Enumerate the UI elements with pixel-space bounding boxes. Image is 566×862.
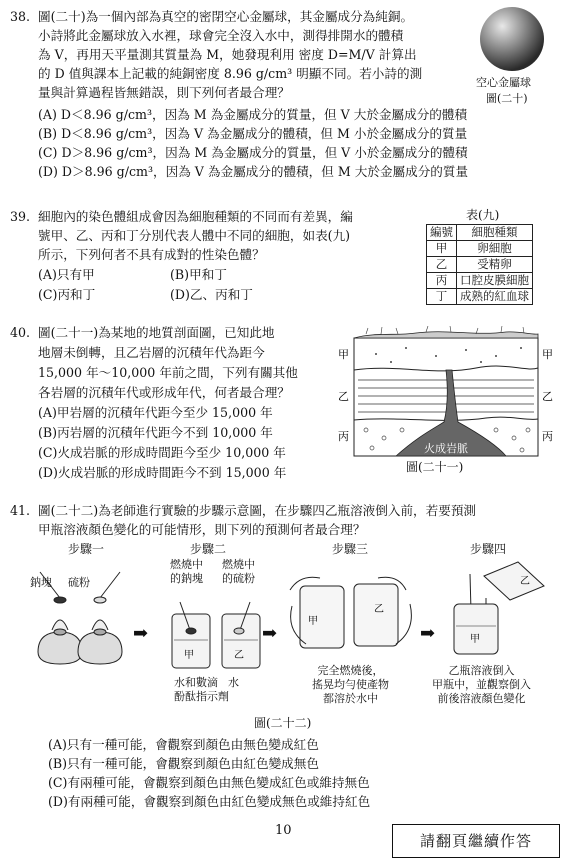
table-row: [427, 241, 533, 257]
table-cell: 卵細胞: [457, 241, 533, 257]
option-c[interactable]: (C)火成岩脈的形成時間距今至少 10,000 年: [38, 445, 286, 460]
step3-shaking-figure: [286, 560, 416, 660]
table-cell: 成熟的紅血球: [457, 289, 533, 305]
option-b[interactable]: (B)丙岩層的沉積年代距今不到 10,000 年: [38, 425, 273, 440]
question-text-line: 地層未倒轉，且乙岩層的沉積年代為距今: [38, 345, 265, 360]
option-d[interactable]: (D) D＞8.96 g/cm³，因為 V 為金屬成分的體積，但 M 大於金屬成分的質量: [38, 164, 469, 179]
step4-pouring-figure: [444, 556, 554, 660]
table-header-cell: 細胞種類: [457, 225, 533, 241]
jar-label: 乙: [520, 576, 530, 587]
arrow-right-icon: ➡: [420, 623, 436, 644]
jar-label: 甲: [470, 634, 480, 645]
water-label: 水: [228, 676, 239, 689]
question-number: 41.: [10, 503, 31, 518]
step3-caption: 完全燃燒後， 搖晃均勻使產物 都溶於水中: [312, 664, 389, 705]
jar-label: 乙: [234, 650, 244, 661]
question-text-line: 各岩層的沉積年代或形成年代，何者最合理？: [38, 385, 290, 400]
cell-type-table: [426, 224, 533, 305]
table-cell: 乙: [427, 257, 457, 273]
question-text-line: 圖(二十)為一個內部為真空的密閉空心金屬球，其金屬成分為純銅。: [38, 9, 414, 24]
table-caption: 表(九): [466, 208, 500, 222]
table-cell: 丙: [427, 273, 457, 289]
continue-notice: 請翻頁繼續作答: [392, 824, 560, 858]
figure-caption: 圖(二十二): [254, 716, 312, 730]
option-c[interactable]: (C) D＞8.96 g/cm³，因為 M 為金屬成分的質量，但 V 小於金屬成分的體積: [38, 145, 468, 160]
table-cell: 丁: [427, 289, 457, 305]
table-row: [427, 289, 533, 305]
jar-label: 甲: [308, 616, 318, 627]
option-a[interactable]: (A)只有甲: [38, 267, 95, 282]
question-text-line: 細胞內的染色體組成會因為細胞種類的不同而有差異，編: [38, 209, 353, 224]
question-text-line: 小詩將此金屬球放入水裡，球會完全沒入水中，測得排開水的體積: [38, 28, 404, 43]
table-cell: 受精卵: [457, 257, 533, 273]
arrow-right-icon: ➡: [133, 623, 149, 644]
question-text-line: 的 D 值與課本上記載的純銅密度 8.96 g/cm³ 明顯不同。若小詩的測: [38, 66, 423, 81]
step-label: 步驟二: [190, 542, 227, 556]
step-label: 步驟四: [470, 542, 507, 556]
option-c[interactable]: (C)有兩種可能，會觀察到顏色由無色變成紅色或維持無色: [48, 775, 370, 790]
question-text-line: 甲瓶溶液顏色變化的可能情形，則下列的預測何者最合理？: [38, 522, 366, 537]
option-a[interactable]: (A) D＜8.96 g/cm³，因為 M 為金屬成分的質量，但 V 大於金屬成分的體積: [38, 107, 468, 122]
page-number: 10: [275, 823, 292, 838]
water-phenolphthalein-label: 水和數滴 酚酞指示劑: [174, 676, 229, 703]
option-b[interactable]: (B) D＜8.96 g/cm³，因為 V 為金屬成分的體積，但 M 小於金屬成分的質量: [38, 126, 468, 141]
option-d[interactable]: (D)有兩種可能，會觀察到顏色由紅色變成無色或維持紅色: [48, 794, 371, 809]
step-label: 步驟三: [332, 542, 369, 556]
question-text-line: 為 V，再用天平量測其質量為 M，她發現利用 密度 D=M/V 計算出: [38, 47, 417, 62]
jar-label: 甲: [184, 650, 194, 661]
option-a[interactable]: (A)甲岩層的沉積年代距今至少 15,000 年: [38, 405, 273, 420]
question-number: 38.: [10, 9, 31, 24]
dike-label: 火成岩脈: [424, 442, 468, 455]
question-text-line: 號甲、乙、丙和丁分別代表人體中不同的細胞，如表(九): [38, 228, 351, 243]
figure-caption: 圖(二十一): [406, 460, 464, 474]
table-row: [427, 257, 533, 273]
layer-label: 乙: [542, 390, 553, 403]
step-label: 步驟一: [68, 542, 105, 556]
option-d[interactable]: (D)火成岩脈的形成時間距今不到 15,000 年: [38, 465, 287, 480]
geologic-cross-section: [336, 326, 558, 476]
option-c[interactable]: (C)丙和丁: [38, 287, 96, 302]
step2-jars-figure: [160, 600, 270, 675]
layer-label: 丙: [542, 430, 553, 443]
table-row: [427, 273, 533, 289]
question-text-line: 量與計算過程皆無錯誤，則下列何者最合理？: [38, 85, 290, 100]
layer-label: 乙: [338, 390, 349, 403]
question-text-line: 15,000 年～10,000 年前之間，下列有關其他: [38, 365, 298, 380]
arrow-right-icon: ➡: [262, 623, 278, 644]
table-header-row: [427, 225, 533, 241]
question-number: 40.: [10, 325, 31, 340]
table-cell: 甲: [427, 241, 457, 257]
option-b[interactable]: (B)只有一種可能，會觀察到顏色由紅色變成無色: [48, 756, 319, 771]
figure-label: 空心金屬球: [476, 76, 531, 89]
option-a[interactable]: (A)只有一種可能，會觀察到顏色由無色變成紅色: [48, 737, 319, 752]
figure-caption: 圖(二十): [486, 92, 528, 105]
question-text-line: 圖(二十一)為某地的地質剖面圖，已知此地: [38, 325, 275, 340]
question-text-line: 所示，下列何者不具有成對的性染色體？: [38, 247, 265, 262]
option-d[interactable]: (D)乙、丙和丁: [170, 287, 253, 302]
sodium-label: 鈉塊: [30, 576, 52, 589]
sulfur-label: 硫粉: [68, 576, 90, 589]
option-b[interactable]: (B)甲和丁: [170, 267, 227, 282]
table-cell: 口腔皮膜細胞: [457, 273, 533, 289]
burning-sulfur-label: 燃燒中 的硫粉: [222, 558, 255, 585]
layer-label: 丙: [338, 430, 349, 443]
burning-sodium-label: 燃燒中 的鈉塊: [170, 558, 203, 585]
step4-caption: 乙瓶溶液倒入 甲瓶中，並觀察倒入 前後溶液顏色變化: [432, 664, 531, 705]
jar-label: 乙: [374, 604, 384, 615]
question-number: 39.: [10, 209, 31, 224]
layer-label: 甲: [338, 348, 349, 361]
question-text-line: 圖(二十二)為老師進行實驗的步驟示意圖，在步驟四乙瓶溶液倒入前，若要預測: [38, 503, 477, 518]
layer-label: 甲: [542, 348, 553, 361]
hollow-metal-sphere-figure: [477, 4, 547, 74]
table-header-cell: 編號: [427, 225, 457, 241]
